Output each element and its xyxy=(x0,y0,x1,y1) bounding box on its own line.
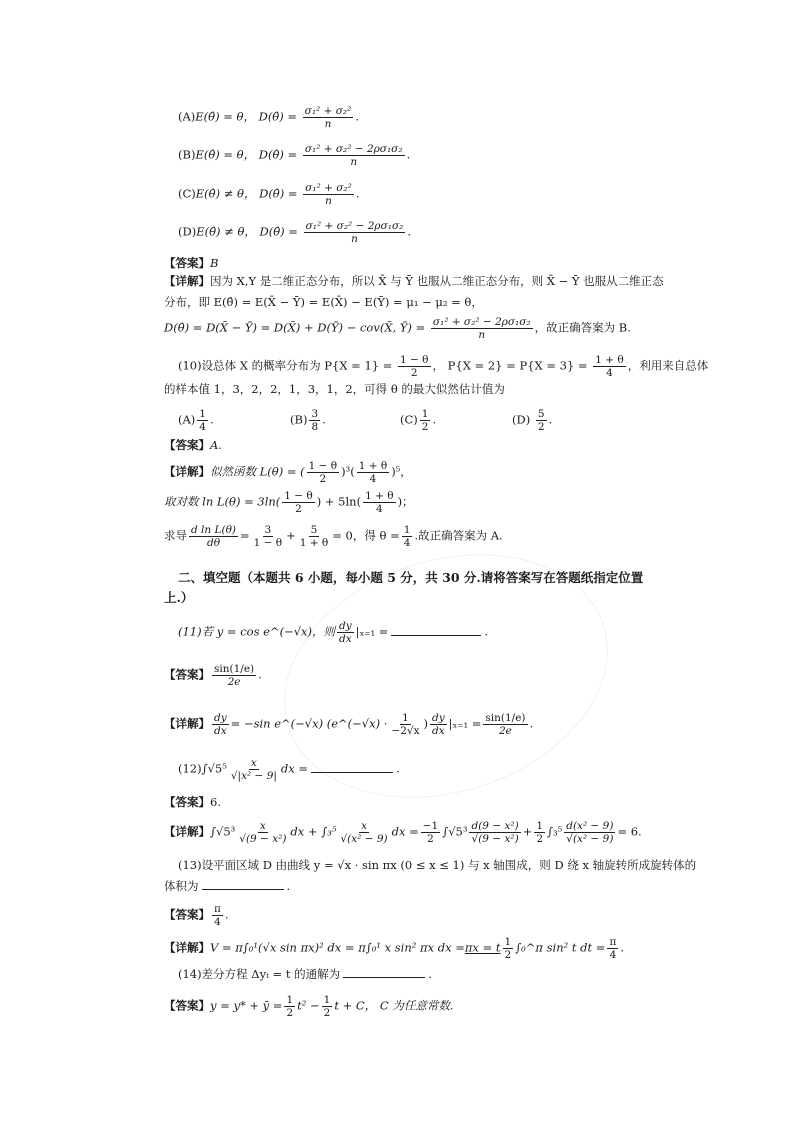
q13-stem-line2: 体积为 . xyxy=(164,879,291,893)
q9-option-a: (A)E(θ̂) = θ， D(θ̂) = $\frac{\text{σ₁² + σ₂²}}{n}$ . xyxy=(178,105,359,130)
q13-stem-line1: (13)设平面区域 D 由曲线 y = √x · sin πx (0 ≤ x ≤ 1) 与 x 轴围成，则 D 绕 x 轴旋转所成旋转体的 xyxy=(178,858,697,872)
q9-option-c: (C)E(θ̂) ≠ θ， D(θ̂) = $\frac{\text{σ₁² + σ₂²}}{n}$ . xyxy=(178,182,360,207)
q10-detail-line3: 求导 $\frac{\text{d ln L(θ)}}{d\theta}$ = $\frac{3}{1 - \theta}$ + $\frac{5}{1 + \theta}$ = 0，得 θ = $\frac{1}{4}$ .故正确答案为 A. xyxy=(164,524,503,549)
q10-option-d: (D) $\frac{5}{2}$ . xyxy=(512,408,553,433)
q10-detail-line1: 【详解】似然函数 L(θ) = ( $\frac{1 - \theta}{2}$ )³( $\frac{1 + \theta}{4}$ )⁵， xyxy=(164,460,412,485)
q12-detail: 【详解】∫√5³ $\frac{x}{\text{√(9 − x²)}}$ dx + ∫₃⁵ $\frac{x}{\text{√(x² − 9)}}$ dx = $\frac{-1}{2}$ ∫√5³ $\frac{\text{d(9 − x²)}}{\text{√(9 − x²)}}$ + $\frac{1}{2}$ ∫₃⁵ $\frac{\text{d(x² − 9)}}{\text{√(x² − 9)}}$ = 6. xyxy=(164,820,642,845)
q14-stem: (14)差分方程 Δyₜ = t 的通解为 . xyxy=(178,967,432,981)
q9-option-d: (D)E(θ̂) ≠ θ， D(θ̂) = $\frac{\text{σ₁² + σ₂² − 2ρσ₁σ₂}}{n}$ . xyxy=(178,220,411,245)
q14-answer: 【答案】y = y* + ȳ = $\frac{1}{2}$ t² − $\frac{1}{2}$ t + C， C 为任意常数. xyxy=(164,994,454,1019)
q11-detail: 【详解】 $\frac{dy}{dx}$ = −sin e^(−√x) (e^(−√x) · $\frac{1}{-2√x}$ ) $\frac{dy}{dx}$ |ₓ₌₁ = $\frac{\sin(1/e)}{2e}$ . xyxy=(164,712,534,737)
q10-stem-line1: (10)设总体 X 的概率分布为 P{X = 1} = $\frac{1 - \theta}{2}$ ， P{X = 2} = P{X = 3} = $\frac{1 + \theta}{4}$ ，利用来自总体 xyxy=(178,354,709,379)
q11-answer: 【答案】 $\frac{\sin(1/e)}{2e}$ . xyxy=(164,663,262,688)
q10-option-b: (B) $\frac{3}{8}$ . xyxy=(290,408,326,433)
q10-stem-line2: 的样本值 1，3，2，2，1，3，1，2，可得 θ 的最大似然估计值为 xyxy=(164,382,505,396)
q12-answer: 【答案】6. xyxy=(164,795,221,809)
q12-stem: (12)∫√5⁵ $\frac{x}{\text{√|x² − 9|}}$ dx = . xyxy=(178,757,400,782)
q9-detail-line2: 分布，即 E(θ̂) = E(X̄ − Ȳ) = E(X̄) − E(Ȳ) = μ₁ − μ₂ = θ， xyxy=(164,295,483,309)
q10-detail-line2: 取对数 ln L(θ) = 3ln( $\frac{1 - \theta}{2}$ ) + 5ln( $\frac{1 + \theta}{4}$ )； xyxy=(164,490,414,515)
q9-detail-line3: D(θ̂) = D(X̄ − Ȳ) = D(X̄) + D(Ȳ) − cov(X̄, Ȳ) = $\frac{\text{σ₁² + σ₂² − 2ρσ₁σ₂}}{n}$ ，故正确答案为 B. xyxy=(164,316,631,341)
q13-answer: 【答案】 $\frac{\pi}{4}$ . xyxy=(164,903,229,928)
q10-answer: 【答案】A. xyxy=(164,438,222,452)
q9-option-b: (B)E(θ̂) = θ， D(θ̂) = $\frac{\text{σ₁² + σ₂² − 2ρσ₁σ₂}}{n}$ . xyxy=(178,143,411,168)
q10-option-c: (C) $\frac{1}{2}$ . xyxy=(400,408,437,433)
q11-stem: (11)若 y = cos e^(−√x)，则 $\frac{dy}{dx}$ |ₓ₌₁ = . xyxy=(178,620,489,645)
section2-title-line2: 上.） xyxy=(164,590,194,605)
section2-title-line1: 二、填空题（本题共 6 小题，每小题 5 分，共 30 分.请将答案写在答题纸指定位置 xyxy=(178,570,644,585)
q13-detail: 【详解】V = π∫₀¹(√x sin πx)² dx = π∫₀¹ x sin² πx dx =πx = t $\frac{1}{2}$ ∫₀^π sin² t dt = $\frac{\pi}{4}$ . xyxy=(164,936,625,961)
q9-answer: 【答案】B xyxy=(164,256,219,270)
watermark-seal xyxy=(252,514,639,837)
q9-detail-line1: 【详解】因为 X,Y 是二维正态分布，所以 X̄ 与 Ȳ 也服从二维正态分布，则 X̄ − Ȳ 也服从二维正态 xyxy=(164,274,664,288)
q10-option-a: (A) $\frac{1}{4}$ . xyxy=(178,408,214,433)
